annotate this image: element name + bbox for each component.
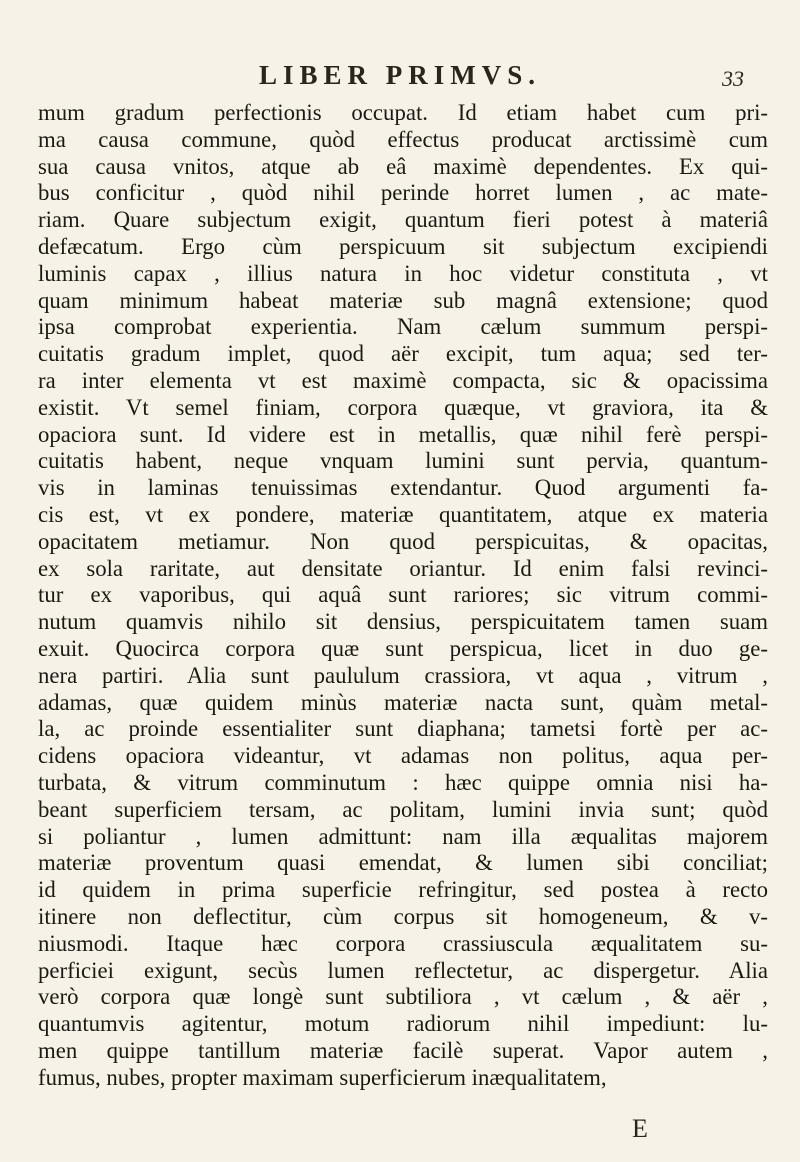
text-line: adamas, quæ quidem minùs materiæ nacta sunt, quàm metal-	[38, 689, 768, 715]
text-line: nutum quamvis nihilo sit densius, perspicuitatem tamen suam	[38, 609, 768, 635]
text-line: bus conficitur , quòd nihil perinde horret lumen , ac mate-	[38, 180, 768, 206]
text-line: mum gradum perfectionis occupat. Id etiam habet cum pri-	[38, 100, 768, 125]
text-line: id quidem in prima superficie refringitur, sed postea à recto	[38, 877, 768, 903]
text-line: ma causa commune, quòd effectus producat arctissimè cum	[38, 126, 768, 152]
text-line: cuitatis gradum implet, quod aër excipit, tum aqua; sed ter-	[38, 341, 768, 367]
text-line: luminis capax , illius natura in hoc videtur constituta , vt	[38, 260, 768, 286]
text-line: quam minimum habeat materiæ sub magnâ extensione; quod	[38, 287, 768, 313]
text-line: defæcatum. Ergo cùm perspicuum sit subjectum excipiendi	[38, 233, 768, 259]
text-line: vis in laminas tenuissimas extendantur. Quod argumenti fa-	[38, 475, 768, 501]
text-line: opaciora sunt. Id videre est in metallis, quæ nihil ferè perspi-	[38, 421, 768, 447]
text-line: fumus, nubes, propter maximam superficierum inæqualitatem,	[38, 1064, 607, 1090]
text-line: perficiei exigunt, secùs lumen reflectetur, ac dispergetur. Alia	[38, 957, 768, 983]
text-line: cidens opaciora videantur, vt adamas non politus, aqua per-	[38, 743, 768, 769]
text-line: ex sola raritate, aut densitate oriantur. Id enim falsi revinci-	[38, 555, 768, 581]
text-line: nera partiri. Alia sunt paululum crassiora, vt aqua , vitrum ,	[38, 662, 768, 688]
text-line: sua causa vnitos, atque ab eâ maximè dependentes. Ex qui-	[38, 153, 768, 179]
text-line: la, ac proinde essentialiter sunt diaphana; tametsi fortè per ac-	[38, 716, 768, 742]
signature-mark: E	[632, 1114, 648, 1143]
page-number: 33	[722, 66, 744, 91]
text-line: quantumvis agitentur, motum radiorum nihil impediunt: lu-	[38, 1011, 768, 1037]
text-line: beant superficiem tersam, ac politam, lumini invia sunt; quòd	[38, 796, 768, 822]
text-line: si poliantur , lumen admittunt: nam illa æqualitas majorem	[38, 823, 768, 849]
text-line: riam. Quare subjectum exigit, quantum fieri potest à materiâ	[38, 207, 768, 233]
text-line: men quippe tantillum materiæ facilè superat. Vapor autem ,	[38, 1037, 768, 1063]
text-line: niusmodi. Itaque hæc corpora crassiuscula æqualitatem su-	[38, 930, 768, 956]
text-line: ra inter elementa vt est maximè compacta, sic & opacissima	[38, 367, 768, 393]
text-line: opacitatem metiamur. Non quod perspicuitas, & opacitas,	[38, 528, 768, 554]
text-line: cuitatis habent, neque vnquam lumini sunt pervia, quantum-	[38, 448, 768, 474]
body-text	[38, 100, 768, 1091]
text-line: verò corpora quæ longè sunt subtiliora , vt cælum , & aër ,	[38, 984, 768, 1010]
text-line: materiæ proventum quasi emendat, & lumen sibi conciliat;	[38, 850, 768, 876]
running-head: LIBER PRIMVS.	[258, 60, 542, 90]
text-line: itinere non deflectitur, cùm corpus sit homogeneum, & v-	[38, 903, 768, 929]
text-line: tur ex vaporibus, qui aquâ sunt rariores; sic vitrum commi-	[38, 582, 768, 608]
text-line: turbata, & vitrum comminutum : hæc quippe omnia nisi ha-	[38, 769, 768, 795]
text-line: ipsa comprobat experientia. Nam cælum summum perspi-	[38, 314, 768, 340]
text-line: existit. Vt semel finiam, corpora quæque, vt graviora, ita &	[38, 394, 768, 420]
text-line: cis est, vt ex pondere, materiæ quantitatem, atque ex materia	[38, 501, 768, 527]
text-line: exuit. Quocirca corpora quæ sunt perspicua, licet in duo ge-	[38, 635, 768, 661]
